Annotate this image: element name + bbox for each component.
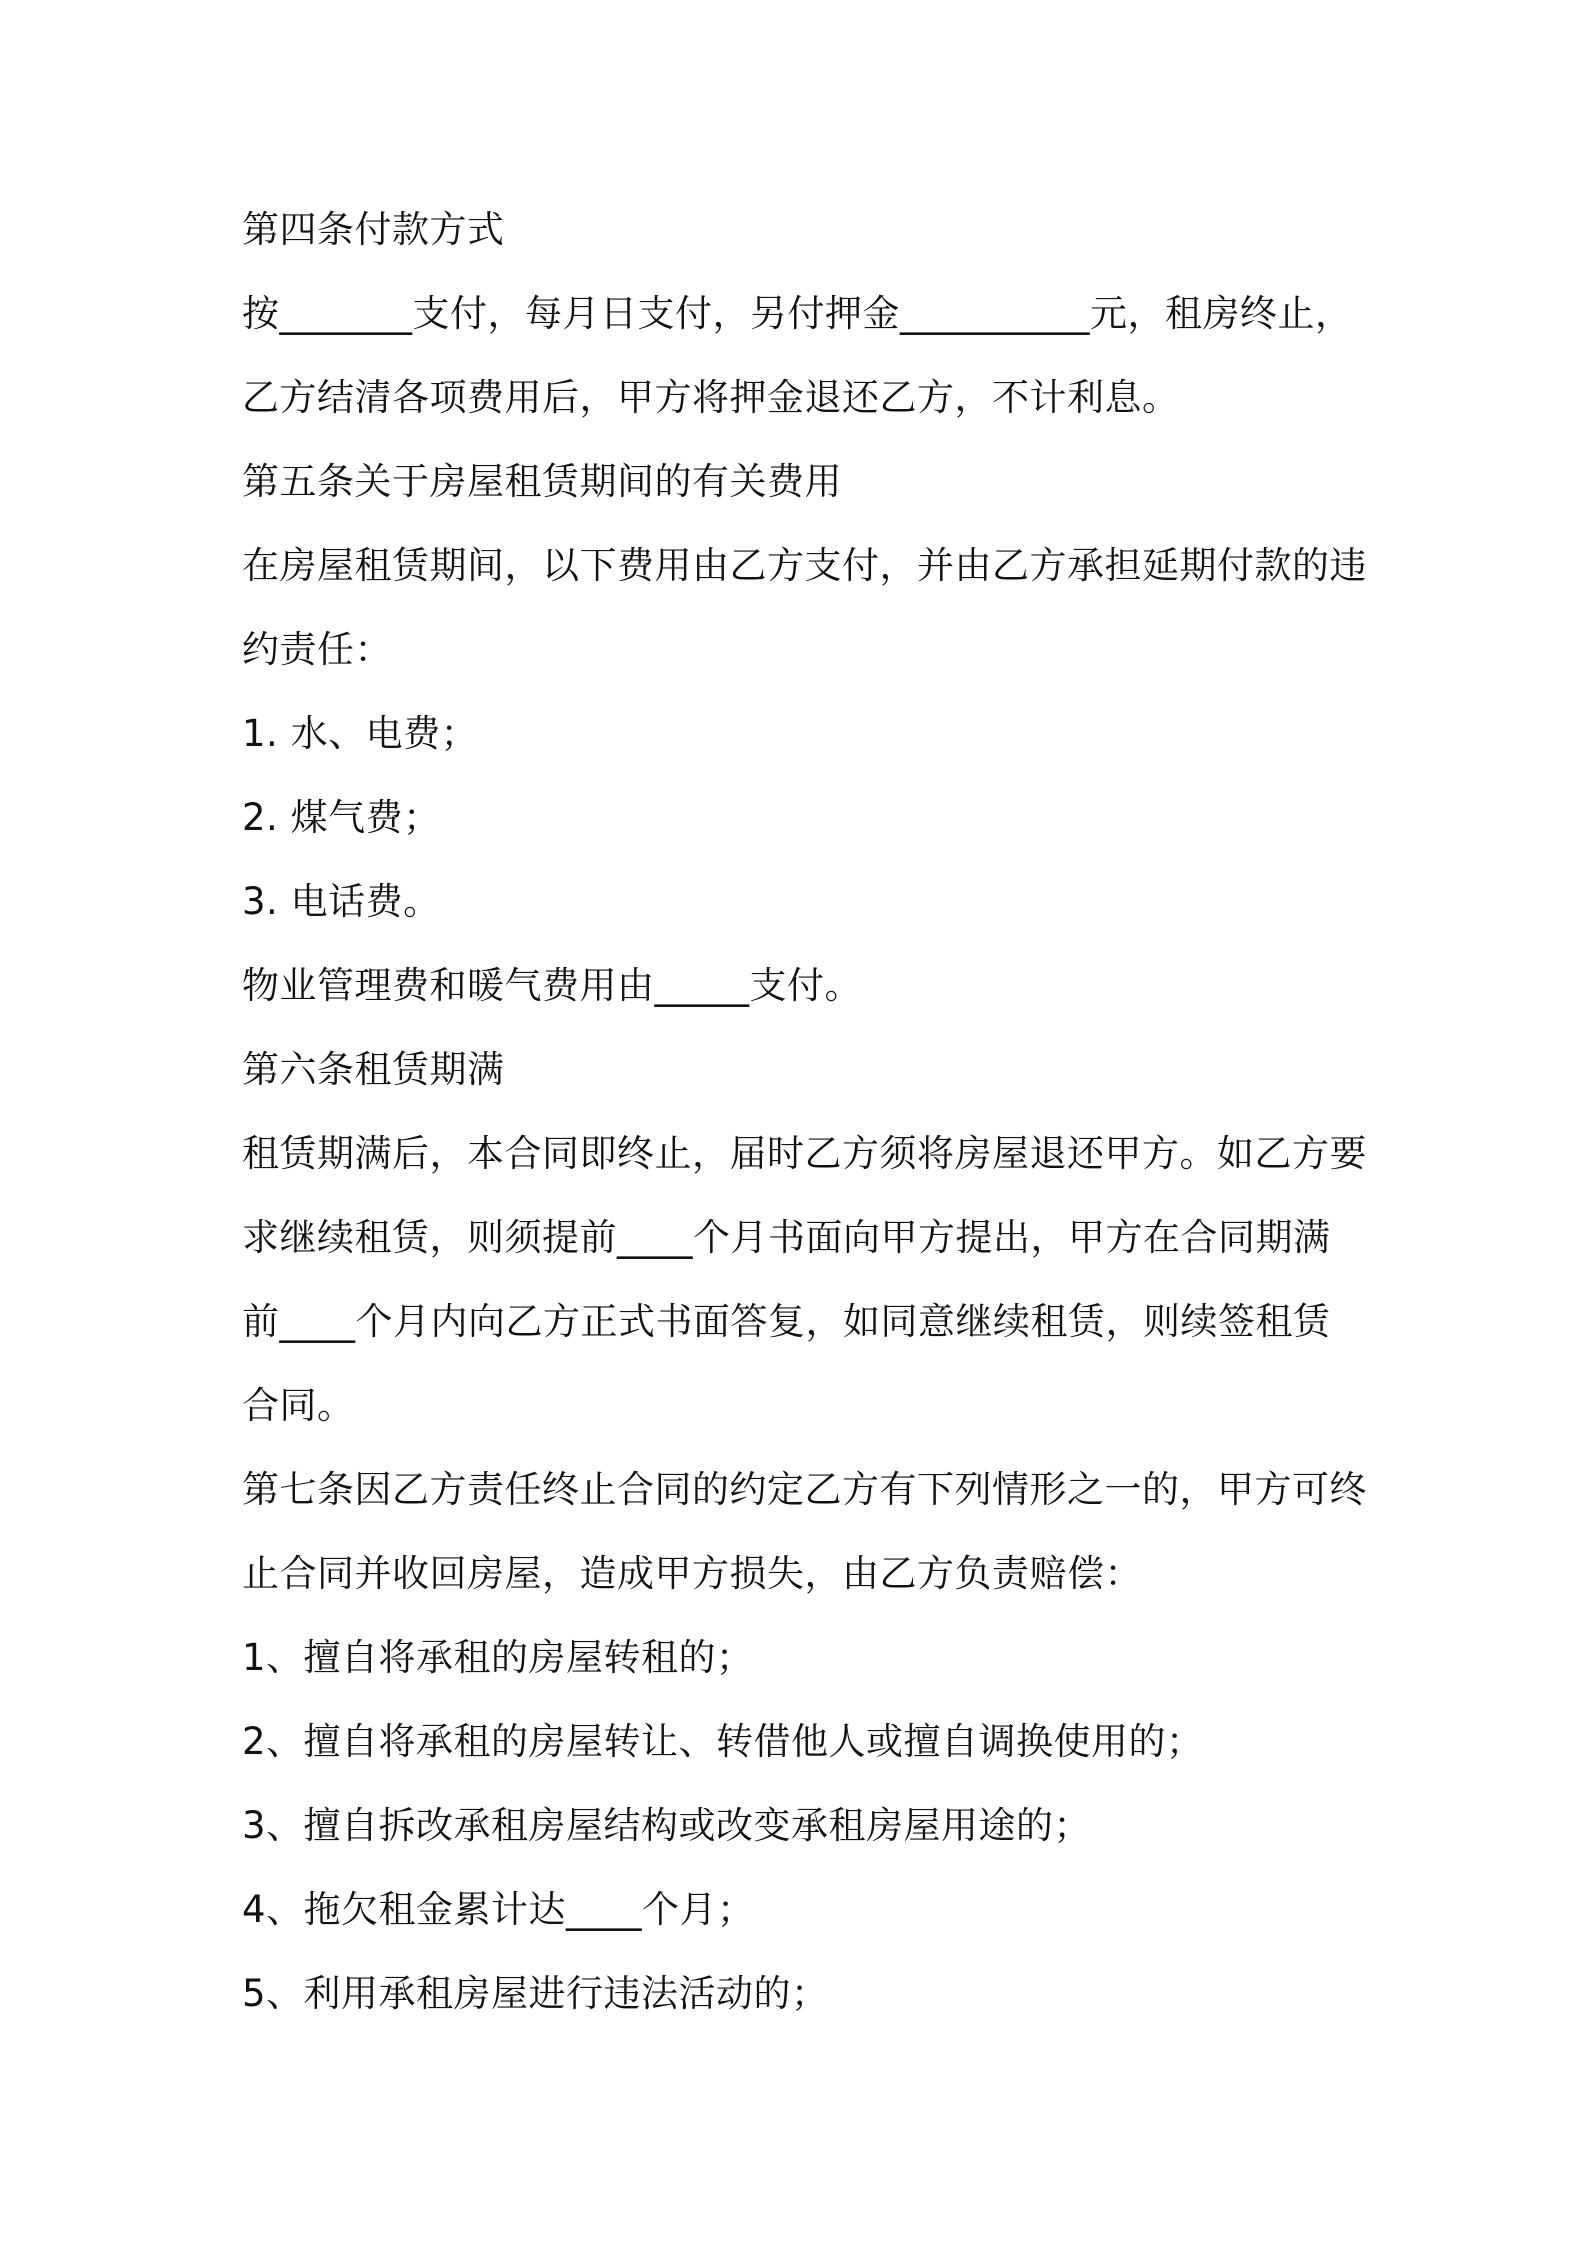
- paragraph-line: 止合同并收回房屋，造成甲方损失，由乙方负责赔偿：: [242, 1552, 1142, 1595]
- article-4-heading: 第四条付款方式: [242, 208, 505, 251]
- list-item: 1. 水、电费；: [242, 712, 479, 755]
- paragraph-line: 合同。: [242, 1384, 355, 1427]
- paragraph-line: 求继续租赁，则须提前____个月书面向甲方提出，甲方在合同期满: [242, 1216, 1331, 1259]
- list-item: 1、擅自将承租的房屋转租的；: [242, 1636, 754, 1679]
- paragraph-line: 前____个月内向乙方正式书面答复，如同意继续租赁，则续签租赁: [242, 1300, 1331, 1343]
- article-5-heading: 第五条关于房屋租赁期间的有关费用: [242, 460, 842, 503]
- article-7-heading: 第七条因乙方责任终止合同的约定乙方有下列情形之一的，甲方可终: [242, 1468, 1367, 1511]
- list-item: 4、拖欠租金累计达____个月；: [242, 1888, 755, 1931]
- paragraph-line: 在房屋租赁期间，以下费用由乙方支付，并由乙方承担延期付款的违: [242, 544, 1367, 587]
- list-item: 3、擅自拆改承租房屋结构或改变承租房屋用途的；: [242, 1804, 1092, 1847]
- paragraph-line: 物业管理费和暖气费用由_____支付。: [242, 964, 862, 1007]
- list-item: 2. 煤气费；: [242, 796, 441, 839]
- paragraph-line: 乙方结清各项费用后，甲方将押金退还乙方，不计利息。: [242, 376, 1180, 419]
- list-item: 2、擅自将承租的房屋转让、转借他人或擅自调换使用的；: [242, 1720, 1204, 1763]
- paragraph-line: 租赁期满后，本合同即终止，届时乙方须将房屋退还甲方。如乙方要: [242, 1132, 1367, 1175]
- paragraph-line: 按_______支付，每月日支付，另付押金__________元，租房终止，: [242, 292, 1353, 335]
- paragraph-line: 约责任：: [242, 628, 392, 671]
- list-item: 5、利用承租房屋进行违法活动的；: [242, 1972, 829, 2015]
- article-6-heading: 第六条租赁期满: [242, 1048, 505, 1091]
- list-item: 3. 电话费。: [242, 880, 441, 923]
